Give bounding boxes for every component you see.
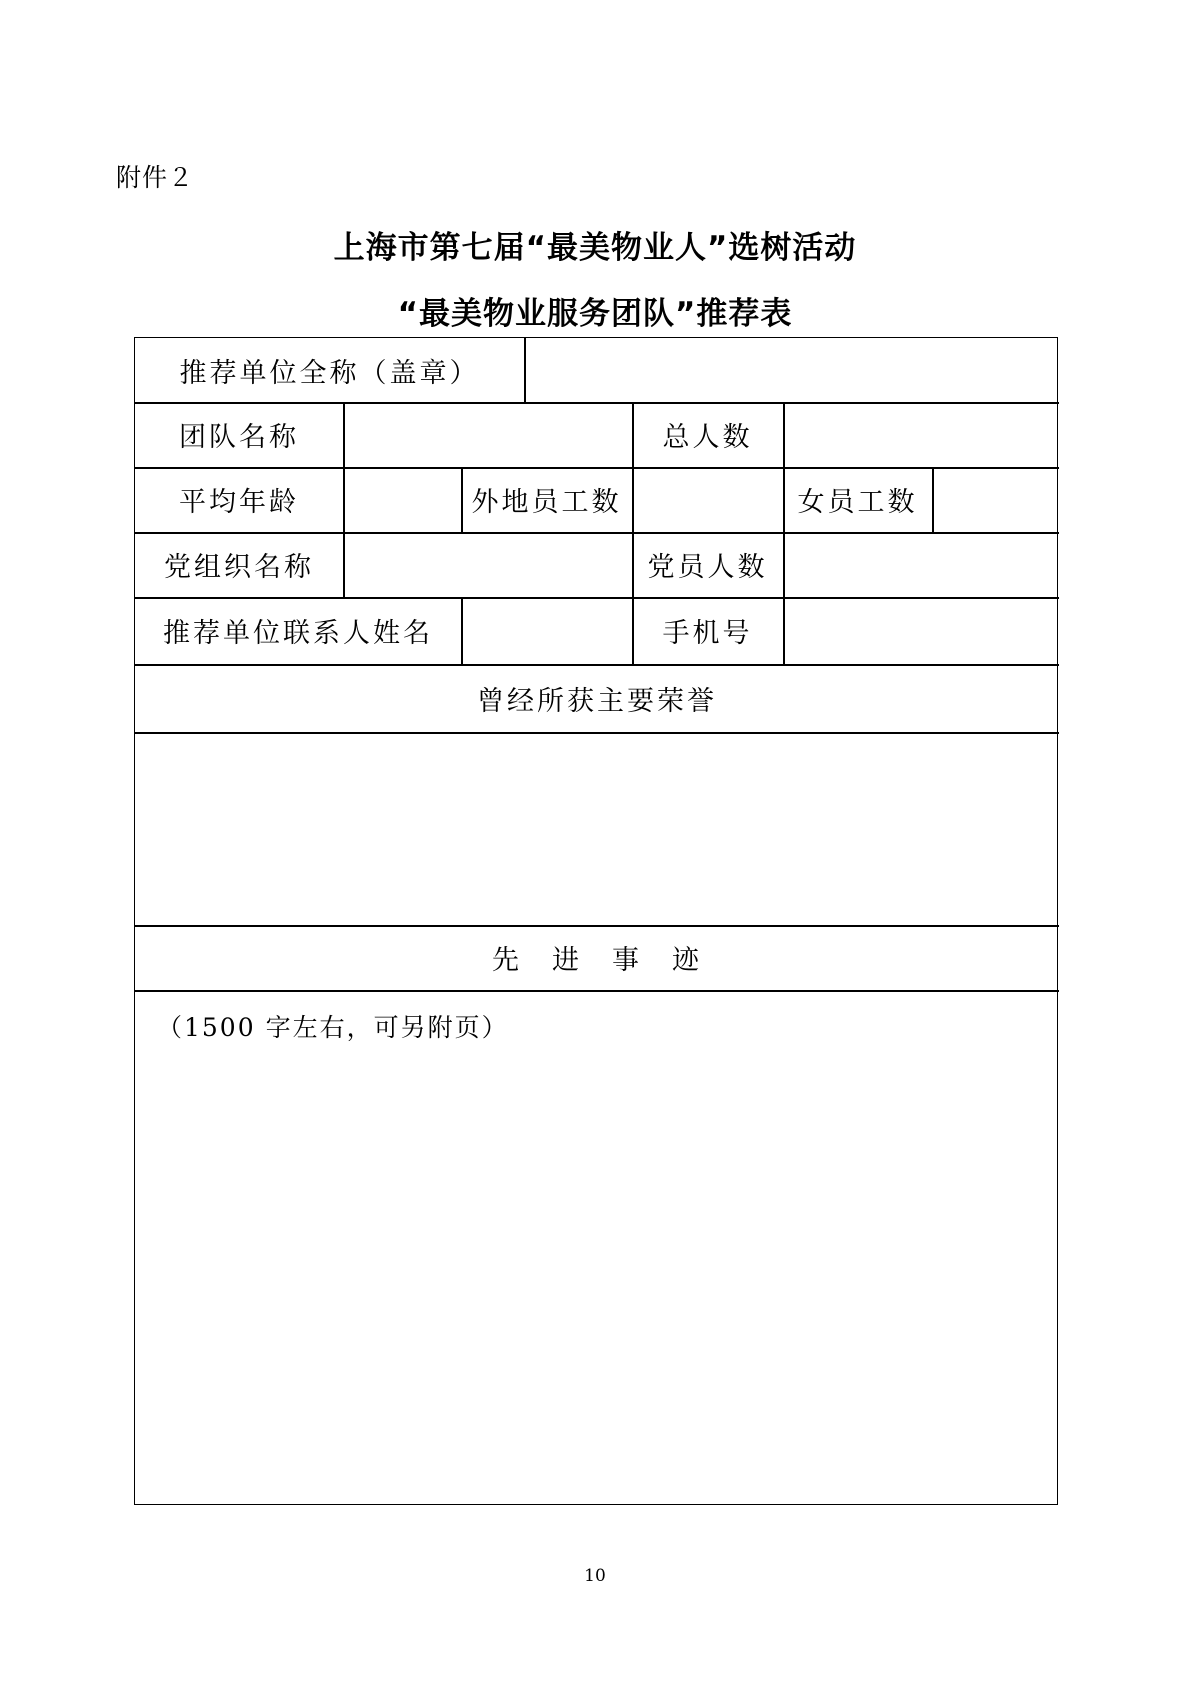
average-age-label: 平均年龄 (179, 487, 299, 518)
nonlocal-staff-label: 外地员工数 (471, 487, 622, 518)
contact-name-field[interactable] (463, 599, 632, 664)
party-members-field[interactable] (785, 534, 1057, 597)
party-members-label: 党员人数 (647, 552, 768, 583)
nonlocal-staff-field[interactable] (634, 469, 783, 532)
total-people-field[interactable] (785, 404, 1057, 467)
form-title-line-1: 上海市第七届“最美物业人”选树活动 (333, 230, 857, 266)
deeds-note: （1500 字左右，可另附页） (157, 1013, 509, 1042)
team-name-label: 团队名称 (179, 422, 299, 453)
contact-name-label: 推荐单位联系人姓名 (163, 618, 433, 649)
attachment-label: 附件２ (116, 163, 195, 192)
female-staff-field[interactable] (934, 469, 1057, 532)
average-age-field[interactable] (345, 469, 461, 532)
team-name-field[interactable] (345, 404, 632, 467)
page-number: 10 (584, 1566, 606, 1586)
deeds-header: 先 进 事 迹 (492, 945, 702, 976)
recommending-unit-label: 推荐单位全称（盖章） (179, 357, 480, 389)
recommending-unit-field[interactable] (526, 340, 1057, 402)
female-staff-label: 女员工数 (797, 487, 918, 518)
phone-field[interactable] (785, 599, 1057, 664)
party-org-field[interactable] (345, 534, 632, 597)
party-org-label: 党组织名称 (164, 552, 314, 583)
honors-field[interactable] (137, 734, 1057, 925)
form-title-line-2: “最美物业服务团队”推荐表 (397, 296, 793, 332)
phone-label: 手机号 (662, 618, 753, 649)
deeds-field[interactable] (137, 992, 1057, 1502)
recommendation-form (134, 337, 1058, 1505)
honors-header: 曾经所获主要荣誉 (477, 685, 717, 717)
total-people-label: 总人数 (662, 422, 753, 453)
